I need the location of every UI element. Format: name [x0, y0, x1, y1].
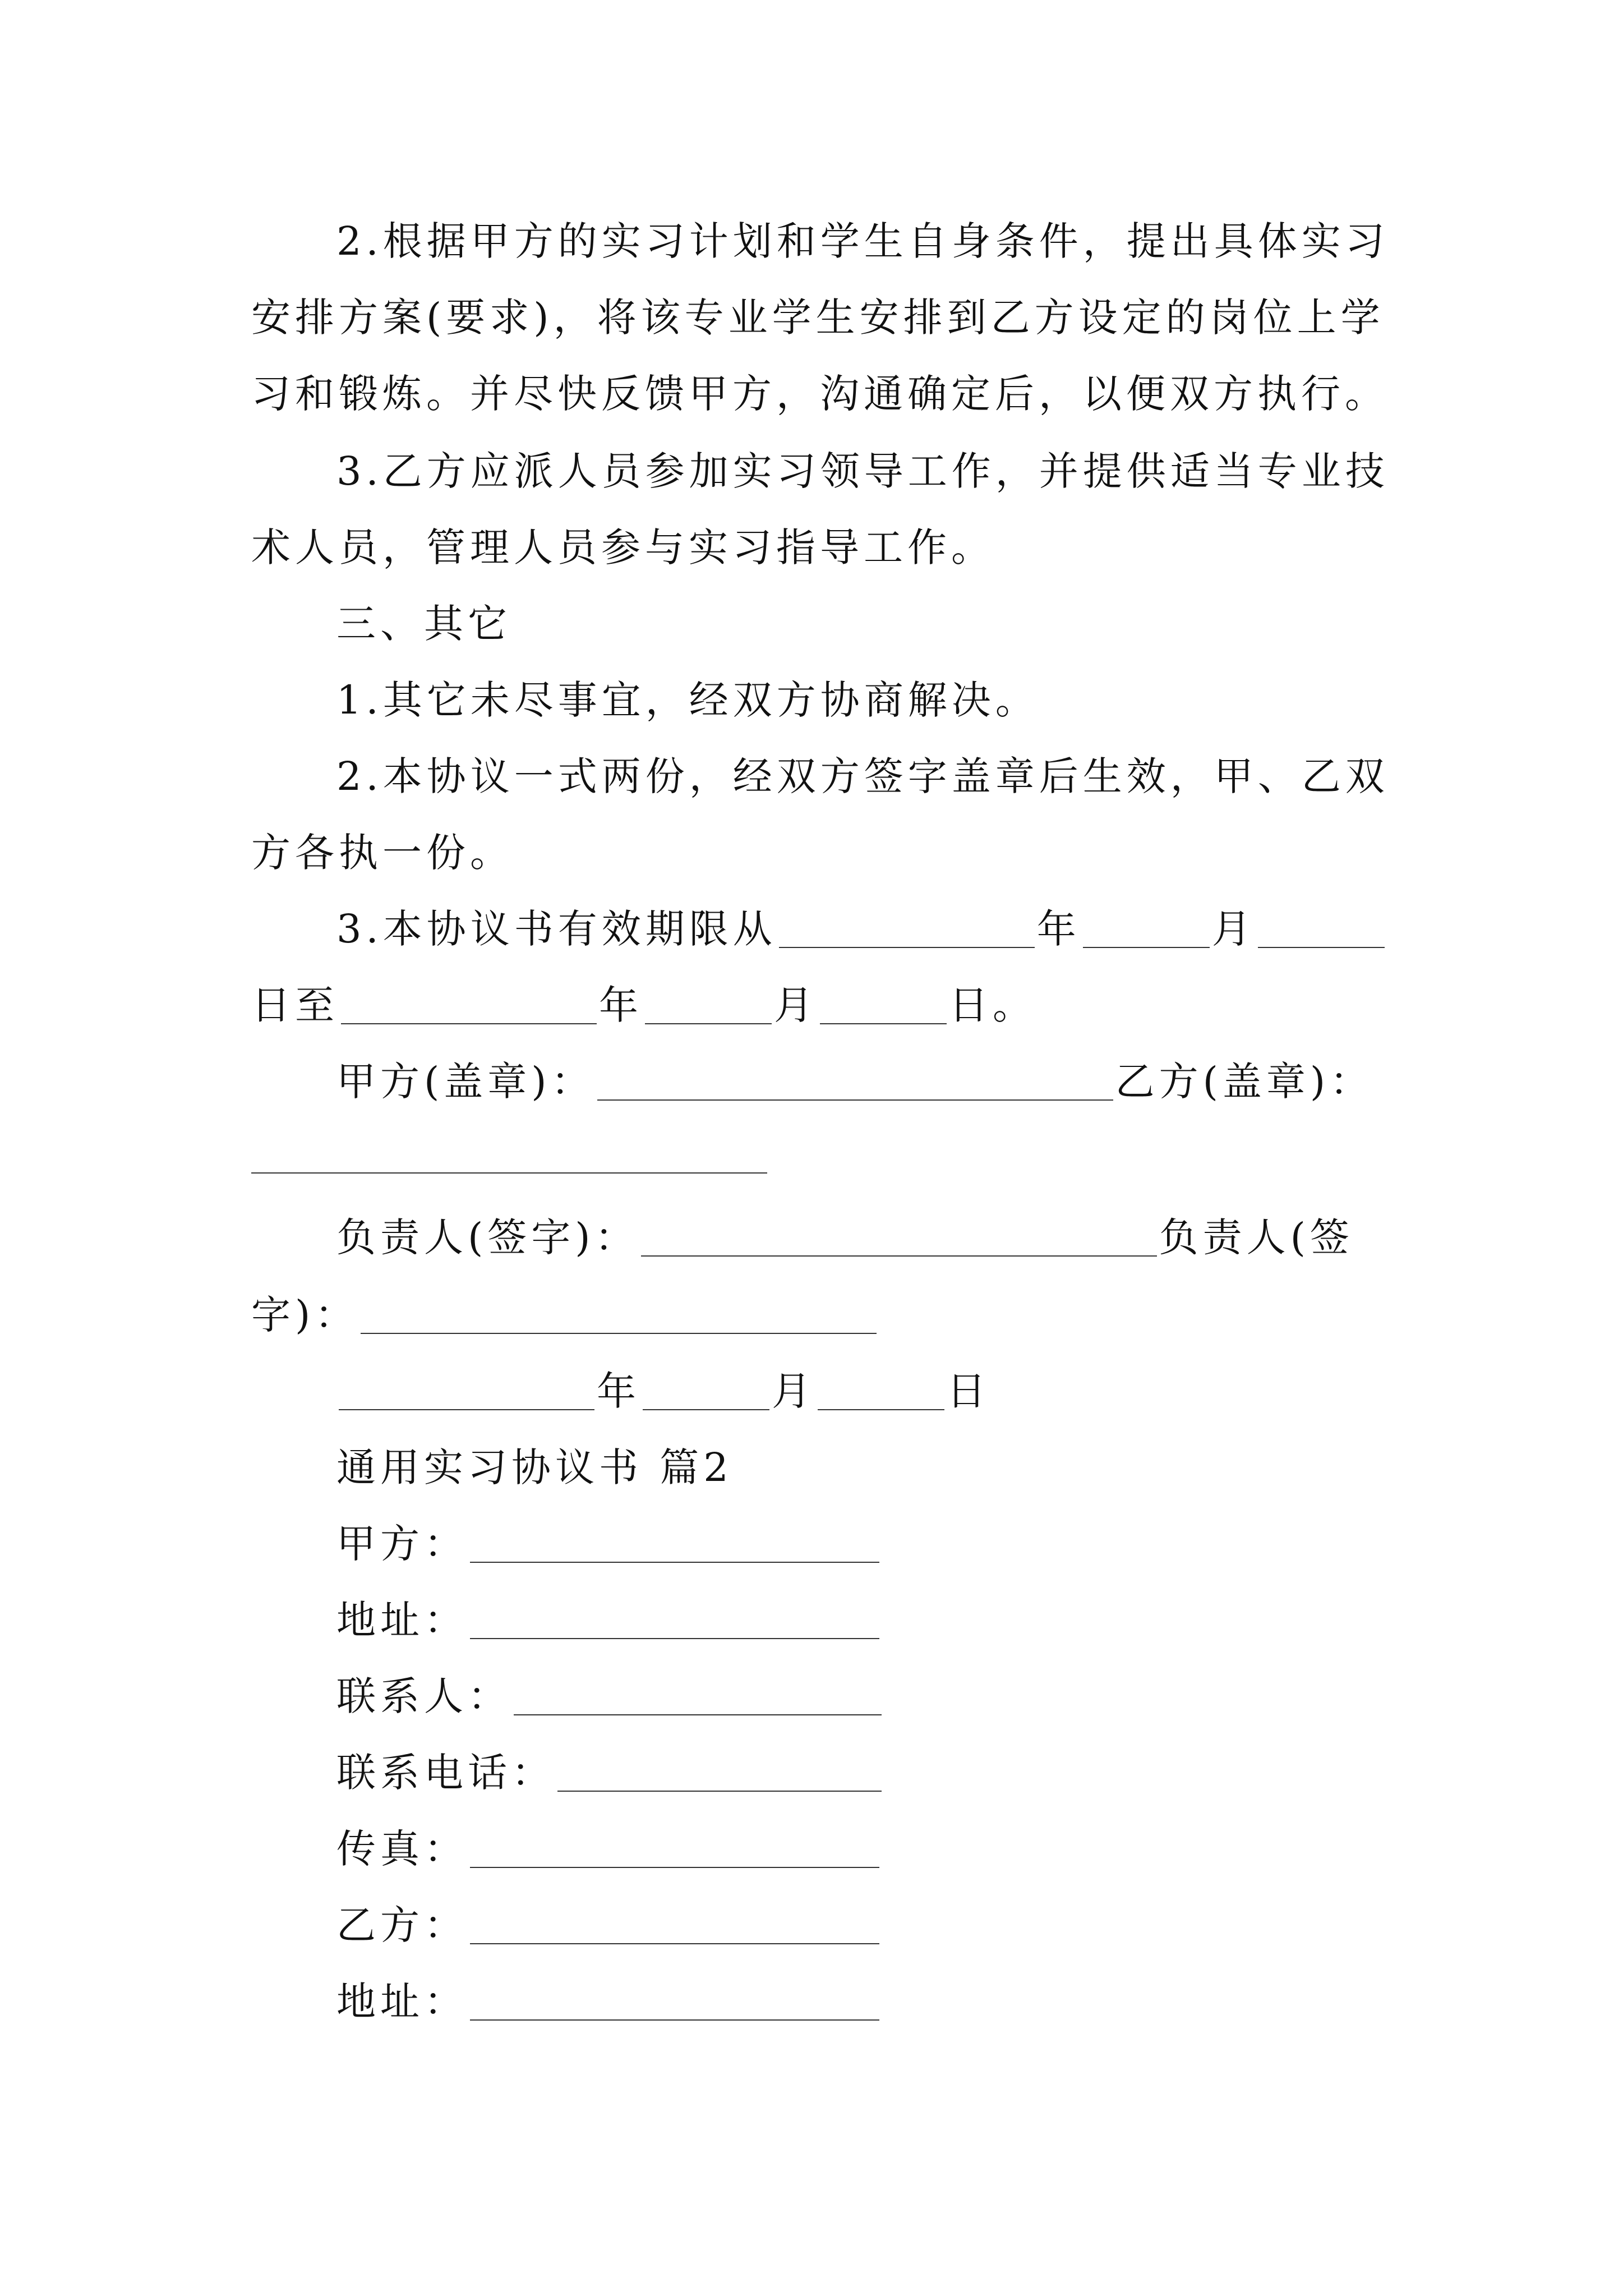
address-a-input-blank[interactable]: [470, 1602, 879, 1639]
sign-month-blank[interactable]: [643, 1373, 769, 1410]
paragraph-line: [336, 673, 1039, 727]
section3-heading: 三、其它: [336, 601, 511, 647]
person-b-sign-blank[interactable]: [361, 1297, 877, 1334]
party-b-input-blank[interactable]: [470, 1907, 879, 1944]
paragraph-line: [251, 521, 995, 574]
signature-line: [336, 1211, 1354, 1264]
item2-text-line2: 安排方案(要求)，将该专业学生安排到乙方设定的岗位上学: [251, 295, 1385, 341]
party-a-input-blank[interactable]: [470, 1526, 879, 1563]
signature-line: [251, 1288, 879, 1342]
section3-item2-line2: 方各执一份。: [251, 830, 514, 876]
year-label: 年: [1036, 906, 1081, 952]
field-row: [336, 1822, 882, 1876]
address-b-input-blank[interactable]: [470, 1984, 879, 2021]
person-b-sign-label-part2: 字)：: [251, 1292, 359, 1338]
paragraph-line: [251, 367, 1389, 421]
paragraph-line: [336, 749, 1389, 803]
field-label-phone: 联系电话：: [336, 1750, 555, 1796]
field-label-fax: 传真：: [336, 1826, 468, 1872]
section3-item2-line1: 2.本协议一式两份，经双方签字盖章后生效，甲、乙双: [336, 753, 1389, 799]
month-label: 月: [1211, 906, 1256, 952]
field-label-party-a: 甲方：: [336, 1521, 468, 1567]
item2-text-line3: 习和锻炼。并尽快反馈甲方，沟通确定后，以便双方执行。: [251, 371, 1389, 417]
field-row: [336, 1517, 882, 1571]
start-day-blank[interactable]: [1258, 911, 1385, 948]
party-a-seal-blank[interactable]: [597, 1064, 1113, 1101]
person-b-sign-label-part1: 负责人(签: [1159, 1214, 1354, 1260]
field-row: [336, 1593, 882, 1647]
party-b-seal-label: 乙方(盖章)：: [1115, 1059, 1374, 1105]
year-label: 年: [597, 1368, 640, 1414]
date-line: [336, 1364, 990, 1418]
field-label-address-b: 地址：: [336, 1978, 468, 2024]
sign-year-blank[interactable]: [339, 1373, 594, 1410]
item3-text-line2: 术人员，管理人员参与实习指导工作。: [251, 524, 995, 570]
year-label: 年: [599, 982, 643, 1028]
month-label: 月: [772, 1368, 815, 1414]
section3-item1: 1.其它未尽事宜，经双方协商解决。: [336, 677, 1039, 723]
validity-line: [336, 902, 1387, 956]
sign-day-blank[interactable]: [818, 1373, 944, 1410]
template2-title: 通用实习协议书 篇2: [336, 1444, 733, 1490]
field-row: [336, 1669, 884, 1723]
day-label: 日: [947, 1368, 990, 1414]
paragraph-line: [336, 214, 1389, 268]
day-to-label: 日至: [251, 982, 339, 1028]
item3-text-line1: 3.乙方应派人员参加实习领导工作，并提供适当专业技: [336, 448, 1389, 494]
field-row: [336, 1746, 884, 1800]
end-day-blank[interactable]: [820, 987, 947, 1024]
validity-prefix: 3.本协议书有效期限从: [336, 906, 777, 952]
seal-line: [336, 1055, 1373, 1108]
paragraph-line: [251, 291, 1385, 344]
phone-input-blank[interactable]: [557, 1755, 882, 1792]
start-month-blank[interactable]: [1083, 911, 1210, 948]
person-a-sign-blank[interactable]: [641, 1220, 1157, 1257]
person-a-sign-label: 负责人(签字)：: [336, 1214, 639, 1260]
party-b-seal-blank[interactable]: [251, 1172, 767, 1174]
paragraph-line: [251, 826, 514, 880]
item2-text-line1: 2.根据甲方的实习计划和学生自身条件，提出具体实习: [336, 218, 1389, 264]
end-month-blank[interactable]: [645, 987, 772, 1024]
template2-title-line: [336, 1441, 733, 1494]
month-label: 月: [774, 982, 818, 1028]
field-row: [336, 1975, 882, 2028]
start-year-blank[interactable]: [779, 911, 1035, 948]
fax-input-blank[interactable]: [470, 1831, 879, 1868]
field-row: [336, 1898, 882, 1952]
field-label-address-a: 地址：: [336, 1597, 468, 1643]
field-label-party-b: 乙方：: [336, 1902, 468, 1948]
day-end-label: 日。: [949, 982, 1036, 1028]
section-heading: [336, 597, 511, 651]
field-label-contact: 联系人：: [336, 1673, 511, 1719]
validity-line: [251, 978, 1036, 1032]
party-a-seal-label: 甲方(盖章)：: [336, 1059, 595, 1105]
end-year-blank[interactable]: [341, 987, 597, 1024]
paragraph-line: [336, 444, 1389, 498]
contact-input-blank[interactable]: [514, 1678, 882, 1715]
